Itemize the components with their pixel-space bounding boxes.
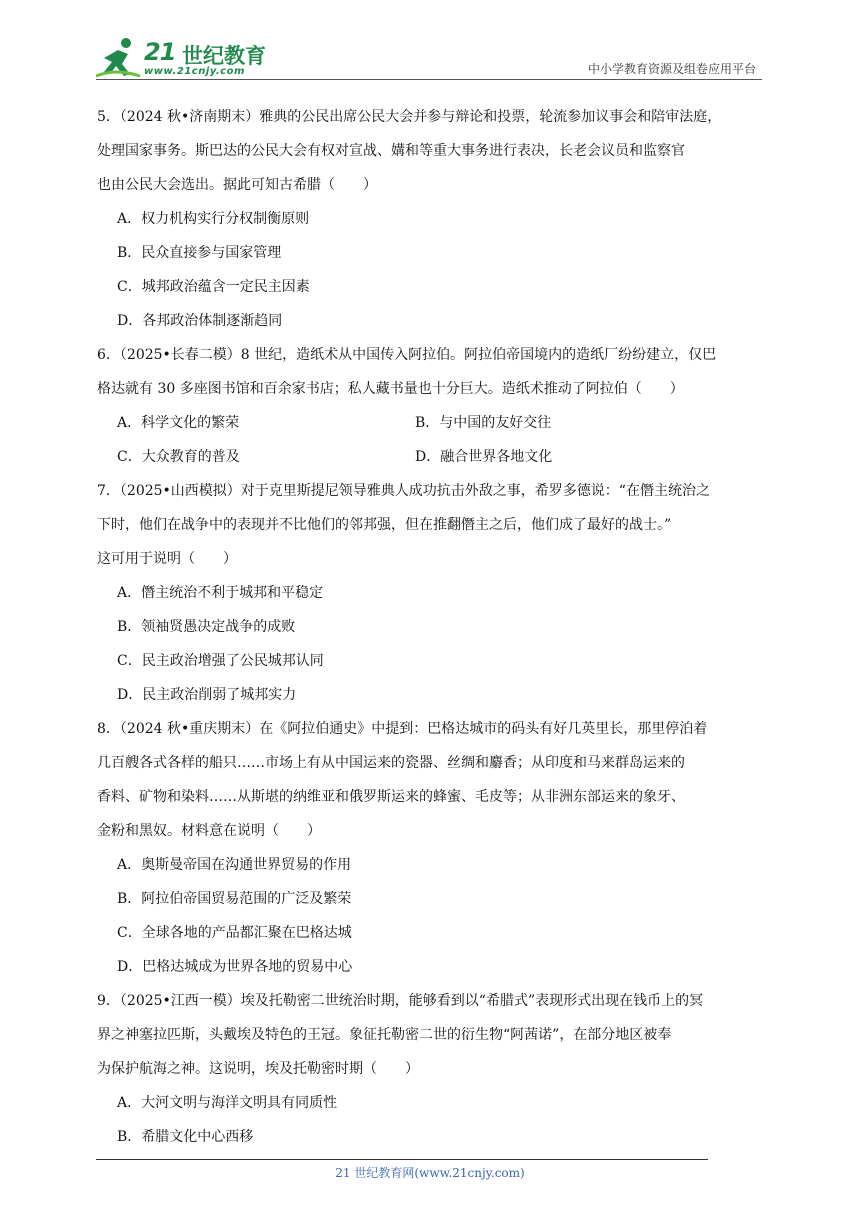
question-6 [97, 338, 763, 474]
option-c: C．大众教育的普及 [117, 449, 240, 465]
option-c: C．城邦政治蕴含一定民主因素 [117, 279, 310, 295]
option-d: D．巴格达城成为世界各地的贸易中心 [117, 959, 353, 975]
question-line: 几百艘各式各样的船只……市场上有从中国运来的瓷器、丝绸和麝香；从印度和马来群岛运来的 [97, 755, 685, 771]
question-line: 8．（2024 秋•重庆期末）在《阿拉伯通史》中提到：巴格达城市的码头有好几英里长，那里停泊着 [97, 721, 708, 737]
option-a: A．奥斯曼帝国在沟通世界贸易的作用 [117, 857, 352, 873]
logo-number: 21 [144, 38, 176, 66]
header-divider [96, 79, 762, 80]
option-d: D．民主政治削弱了城邦实力 [117, 687, 297, 703]
option-b: B．希腊文化中心西移 [117, 1129, 254, 1145]
option-b: B．阿拉伯帝国贸易范围的广泛及繁荣 [117, 891, 352, 907]
question-line: 为保护航海之神。这说明，埃及托勒密时期（ ） [97, 1061, 419, 1077]
option-b: B．与中国的友好交往 [415, 415, 552, 431]
logo-url: www.21cnjy.com [144, 66, 245, 77]
question-line: 5．（2024 秋•济南期末）雅典的公民出席公民大会并参与辩论和投票，轮流参加议事会和陪审法庭， [97, 109, 722, 125]
runner-icon [96, 36, 144, 80]
question-line: 这可用于说明（ ） [97, 551, 237, 567]
header-platform-text: 中小学教育资源及组卷应用平台 [587, 62, 756, 76]
question-9 [97, 984, 763, 1154]
page-header [96, 36, 760, 80]
option-a: A．大河文明与海洋文明具有同质性 [117, 1095, 338, 1111]
option-row [97, 440, 763, 474]
question-line: 界之神塞拉匹斯，头戴埃及特色的王冠。象征托勒密二世的衍生物“阿茜诺”，在部分地区被奉 [97, 1027, 672, 1043]
option-d: D．各邦政治体制逐渐趋同 [117, 313, 283, 329]
footer-divider [96, 1159, 708, 1160]
question-line: 7．（2025•山西模拟）对于克里斯提尼领导雅典人成功抗击外敌之事，希罗多德说：“在僭主统治之 [97, 483, 710, 499]
logo-chinese: 世纪教育 [182, 44, 266, 68]
question-line: 处理国家事务。斯巴达的公民大会有权对宣战、媾和等重大事务进行表决，长老会议员和监察官 [97, 143, 685, 159]
option-c: C．全球各地的产品都汇聚在巴格达城 [117, 925, 352, 941]
question-7 [97, 474, 763, 712]
question-line: 9．（2025•江西一模）埃及托勒密二世统治时期，能够看到以“希腊式”表现形式出现在钱币上的冥 [97, 993, 704, 1009]
question-line: 6．（2025•长春二模）8 世纪，造纸术从中国传入阿拉伯。阿拉伯帝国境内的造纸厂纷纷建立，仅巴 [97, 347, 717, 363]
option-a: A．科学文化的繁荣 [117, 415, 240, 431]
option-b: B．民众直接参与国家管理 [117, 245, 282, 261]
option-a: A．僭主统治不利于城邦和平稳定 [117, 585, 324, 601]
question-list [97, 100, 763, 1154]
question-line: 香料、矿物和染料……从斯堪的纳维亚和俄罗斯运来的蜂蜜、毛皮等；从非洲东部运来的象牙、 [97, 789, 685, 805]
site-logo [96, 36, 266, 80]
option-b: B．领袖贤愚决定战争的成败 [117, 619, 296, 635]
option-c: C．民主政治增强了公民城邦认同 [117, 653, 324, 669]
option-row [97, 406, 763, 440]
question-8 [97, 712, 763, 984]
option-a: A．权力机构实行分权制衡原则 [117, 211, 310, 227]
question-line: 下时，他们在战争中的表现并不比他们的邻邦强，但在推翻僭主之后，他们成了最好的战士。” [97, 517, 672, 533]
question-line: 金粉和黑奴。材料意在说明（ ） [97, 823, 321, 839]
question-5 [97, 100, 763, 338]
question-line: 也由公民大会选出。据此可知古希腊（ ） [97, 177, 377, 193]
option-d: D．融合世界各地文化 [415, 449, 553, 465]
question-line: 格达就有 30 多座图书馆和百余家书店；私人藏书量也十分巨大。造纸术推动了阿拉伯（ ） [97, 381, 684, 397]
footer-link[interactable]: 21 世纪教育网(www.21cnjy.com) [335, 1166, 525, 1180]
